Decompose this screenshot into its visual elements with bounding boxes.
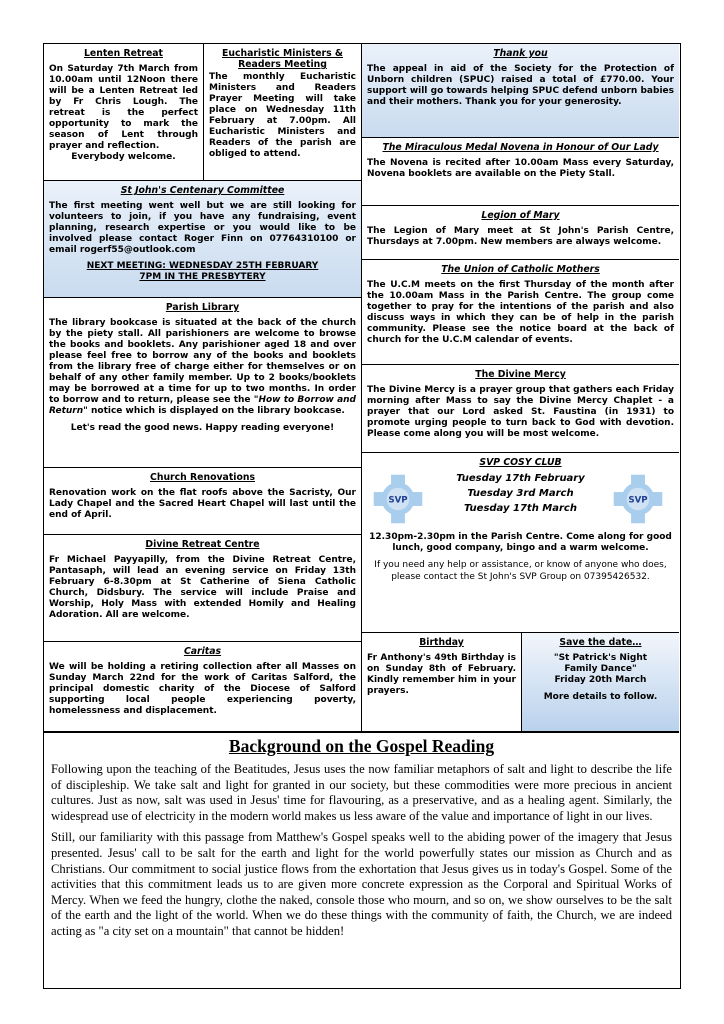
miraculous-medal-body: The Novena is recited after 10.00am Mass every Saturday, Novena booklets are available on the Piety Stall.: [367, 158, 674, 179]
miraculous-medal-title: The Miraculous Medal Novena in Honour of Our Lady: [382, 142, 659, 153]
legion-of-mary-title: Legion of Mary: [481, 210, 560, 221]
save-the-date-line1: "St Patrick's Night: [553, 653, 648, 663]
gospel-background-section: [44, 732, 679, 987]
eucharistic-ministers-body: The monthly Eucharistic Ministers and Readers Prayer Meeting will take place on Wednesday 11th February at 7.00pm. All Eucharistic Ministers and Readers of the parish are obliged to attend.: [209, 72, 356, 159]
svp-details: 12.30pm-2.30pm in the Parish Centre. Come along for good lunch, good company, bingo and a warm welcome.: [369, 532, 672, 553]
centenary-committee-title: St John's Centenary Committee: [120, 185, 285, 196]
next-meeting-line1: NEXT MEETING: WEDNESDAY 25TH FEBRUARY: [86, 261, 319, 271]
save-the-date-line2: Family Dance": [564, 664, 637, 674]
save-the-date-line3: Friday 20th March: [554, 675, 647, 685]
thank-you-notice: [362, 44, 679, 138]
lenten-retreat-body: On Saturday 7th March from 10.00am until 12Noon there will be a Lenten Retreat led by Fr Chris Lough. The retreat is the perfect opportunity to mark the season of Lent through prayer and reflection.: [49, 64, 198, 151]
ucm-title: The Union of Catholic Mothers: [441, 264, 600, 275]
gospel-paragraph: Following upon the teaching of the Beatitudes, Jesus uses the now familiar metaphors of salt and light to describe the life of discipleship. We take salt and light for granted in our society, but these commodities were more precious in ancient cultures. Just as now, salt was used in Jesus' time for flavouring, as a preservative, and as a healing agent. Similarly, the widespread use of electricity in the modern world makes us less aware of the value and importance of light in our lives.: [51, 762, 672, 823]
divine-retreat-body: Fr Michael Payyapilly, from the Divine Retreat Centre, Pantasaph, will lead an evening service on Friday 13th February 6-8.30pm at St Catherine of Siena Catholic Church, Didsbury. The service will include Praise and Worship, Holy Mass with extended Homily and Healing Adoration. All are welcome.: [49, 555, 356, 620]
church-renovations-body: Renovation work on the flat roofs above the Sacristy, Our Lady Chapel and the Sacred Heart Chapel will last until the end of April.: [49, 488, 356, 520]
svp-logo-icon: [372, 473, 424, 525]
gospel-paragraph: Still, our familiarity with this passage from Matthew's Gospel speaks well to the abiding power of the imagery that Jesus presented. Jesus' call to be salt for the earth and light for the world powerfully states our mission as Church and as Christians. Our commitment to social justice flows from the exhortation that Jesus gives us in today's Gospel. Some of the activities that this commitment leads us to are given more concrete expression as the Corporal and Spiritual Works of Mercy. When we feed the hungry, clothe the naked, console those who mourn, and so on, we show ourselves to be the salt of the earth and the light of the world. When we do these things with the community of faith, the Church, we are indeed acting as "a city set on a mountain" that cannot be hidden!: [51, 830, 672, 938]
miraculous-medal-notice: [362, 138, 679, 206]
save-the-date-notice: [522, 633, 679, 732]
svp-date: Tuesday 3rd March: [467, 488, 574, 499]
caritas-body: We will be holding a retiring collection after all Masses on Sunday March 22nd for the work of Caritas Salford, the principal domestic charity of the Diocese of Salford supporting local people experiencing poverty, homelessness and displacement.: [49, 662, 356, 716]
gospel-title: Background on the Gospel Reading: [228, 736, 495, 756]
caritas-title: Caritas: [183, 646, 222, 657]
svp-cosy-club-notice: [362, 453, 679, 633]
eucharistic-ministers-notice: [204, 44, 361, 181]
legion-of-mary-notice: [362, 206, 679, 260]
svp-logo-text: SVP: [388, 495, 408, 506]
svp-date: Tuesday 17th March: [464, 503, 577, 514]
svp-help: If you need any help or assistance, or know of anyone who does, please contact the St John's SVP Group on 07395426532.: [374, 560, 667, 582]
svp-logo-icon: [612, 473, 664, 525]
divine-retreat-title: Divine Retreat Centre: [145, 539, 260, 550]
thank-you-body: The appeal in aid of the Society for the Protection of Unborn children (SPUC) raised a total of £770.00. Your support will go towards helping SPUC defend unborn babies and their mothers. Thank you for your generosity.: [367, 64, 674, 107]
parish-library-body: [49, 318, 356, 417]
lenten-retreat-footer: Everybody welcome.: [71, 152, 176, 162]
parish-library-text-end: notice which is displayed on the library bookcase.: [87, 406, 345, 416]
ucm-notice: [362, 260, 679, 365]
save-the-date-footer: More details to follow.: [543, 692, 658, 702]
birthday-body: Fr Anthony's 49th Birthday is on Sunday 8th of February. Kindly remember him in your prayers.: [367, 653, 516, 696]
svp-cosy-club-title: SVP COSY CLUB: [479, 457, 562, 468]
thank-you-title: Thank you: [493, 48, 548, 59]
birthday-notice: [362, 633, 522, 732]
newsletter-page: [43, 43, 681, 989]
borrow-return-notice-name: "How to Borrow and Return": [49, 395, 356, 416]
ucm-body: The U.C.M meets on the first Thursday of the month after the 10.00am Mass in the Parish Centre. The group come together to pray for the intentions of the parish and also discuss ways in which they can be of help in the parish community. Please see the notice board at the back of church for the U.C.M calendar of events.: [367, 280, 674, 345]
save-the-date-title: Save the date…: [559, 637, 642, 648]
right-column: [362, 44, 679, 732]
svp-date: Tuesday 17th February: [456, 473, 585, 484]
eucharistic-ministers-title: Eucharistic Ministers & Readers Meeting: [221, 48, 344, 70]
church-renovations-title: Church Renovations: [150, 472, 255, 483]
birthday-title: Birthday: [419, 637, 464, 648]
centenary-committee-notice: [44, 181, 361, 298]
centenary-committee-body: The first meeting went well but we are still looking for volunteers to join, if you have any fundraising, event planning, research expertise or you would like to be involved please contact Roger Finn on 07764310100 or email rogerf55@outlook.com: [49, 201, 356, 255]
divine-retreat-notice: [44, 535, 361, 642]
parish-library-notice: [44, 298, 361, 468]
legion-of-mary-body: The Legion of Mary meet at St John's Parish Centre, Thursdays at 7.00pm. New members are always welcome.: [367, 226, 674, 247]
svp-logo-text: SVP: [628, 495, 648, 506]
divine-mercy-title: The Divine Mercy: [475, 369, 566, 380]
lenten-retreat-title: Lenten Retreat: [84, 48, 163, 59]
parish-library-title: Parish Library: [165, 302, 240, 313]
left-column: [44, 44, 362, 732]
divine-mercy-notice: [362, 365, 679, 453]
divine-mercy-body: The Divine Mercy is a prayer group that gathers each Friday morning after Mass to say the Divine Mercy Chaplet - a prayer that our Lord asked St. Faustina (in 1931) to promote urging people to turn back to God with devotion. Please come along you will be most welcome.: [367, 385, 674, 439]
caritas-notice: [44, 642, 361, 732]
next-meeting-line2: 7PM IN THE PRESBYTERY: [139, 272, 266, 282]
parish-library-text: The library bookcase is situated at the back of the church by the piety stall. All parishioners are welcome to browse the books and booklets. Any parishioner aged 18 and over please feel free to borrow any of the books and booklets from the library free of charge either for themselves or on behalf of any other family member. Up to 2 books/booklets may be borrowed at a time for up to two months. In order to borrow and to return, please see the: [49, 318, 356, 405]
parish-library-footer: Let's read the good news. Happy reading everyone!: [70, 423, 335, 433]
church-renovations-notice: [44, 468, 361, 535]
lenten-retreat-notice: [44, 44, 204, 181]
